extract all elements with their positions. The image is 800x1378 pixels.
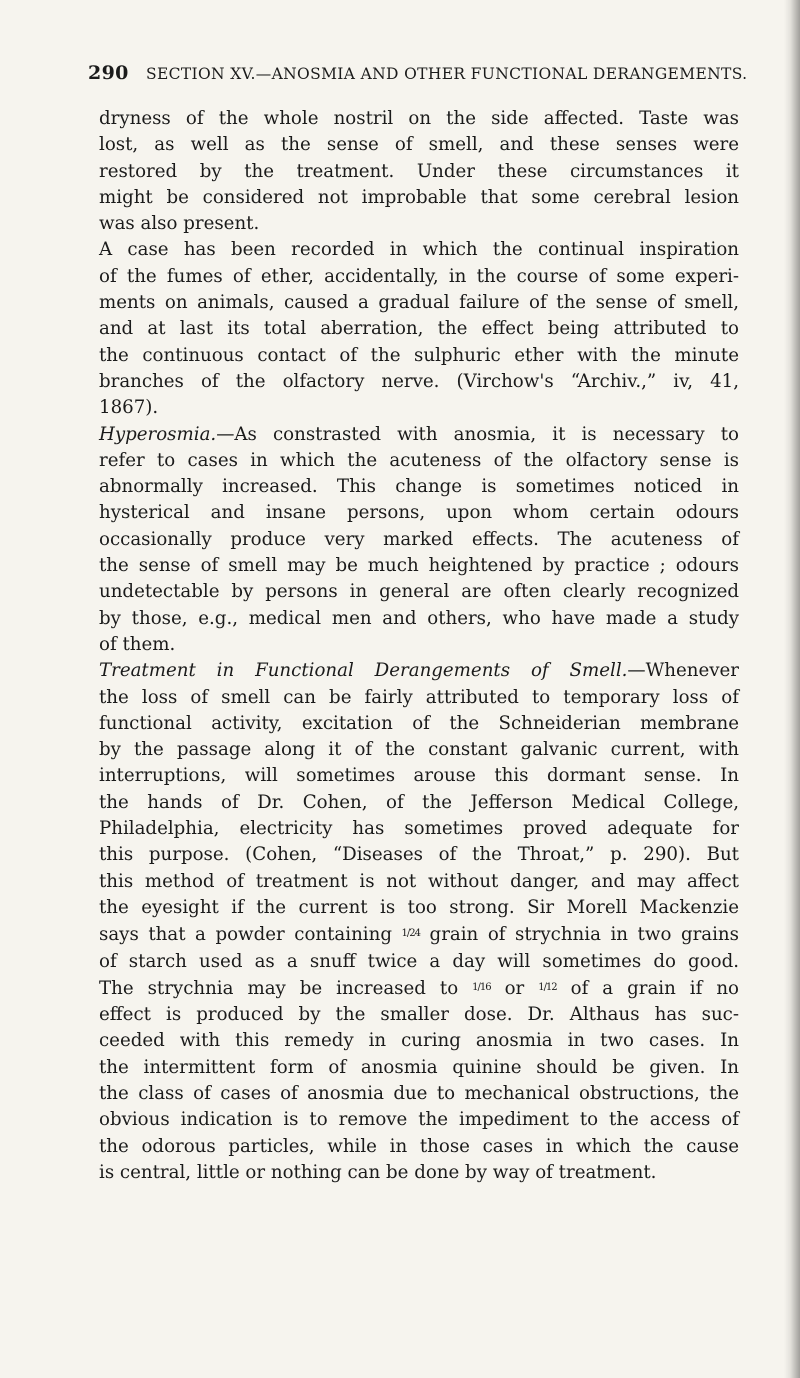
paragraph-treatment [99, 658, 739, 1186]
paragraph-hyperosmia [99, 422, 739, 659]
text-run: —As constrasted with anosmia, it is necessary to [216, 423, 739, 445]
text-line: might be considered not improbable that some cerebral lesion [99, 186, 739, 208]
text-line: occasionally produce very marked effects. The acuteness of [99, 528, 739, 550]
section-lead-hyperosmia: Hyperosmia. [99, 423, 217, 445]
text-line: the sense of smell may be much heightened by practice ; odours [99, 555, 739, 577]
running-title: SECTION XV.—ANOSMIA AND OTHER FUNCTIONAL DERANGEMENTS. [146, 65, 748, 83]
page-edge-shadow [784, 0, 800, 1378]
text-line: ceeded with this remedy in curing anosmia in two cases. In [99, 1030, 739, 1052]
text-line: obvious indication is to remove the impediment to the access of [99, 1109, 739, 1131]
text-line: the continuous contact of the sulphuric ether with the minute [99, 344, 739, 366]
text-line: Philadelphia, electricity has sometimes proved adequate for [99, 818, 739, 840]
text-line: by those, e.g., medical men and others, who have made a study [99, 607, 739, 629]
text-run: or [490, 977, 539, 999]
text-line: this purpose. (Cohen, “Diseases of the Throat,” p. 290). But [99, 844, 739, 866]
text-run: says that a powder containing [99, 924, 402, 946]
text-line: interruptions, will sometimes arouse this dormant sense. In [99, 765, 739, 787]
text-line: this method of treatment is not without danger, and may affect [99, 870, 739, 892]
text-line: hysterical and insane persons, upon whom certain odours [99, 502, 739, 524]
paragraph-1 [99, 106, 739, 237]
paragraph-2 [99, 237, 739, 421]
text-line [99, 921, 739, 948]
text-line: the intermittent form of anosmia quinine should be given. In [99, 1056, 739, 1078]
text-line: of the fumes of ether, accidentally, in the course of some experi- [99, 265, 739, 287]
text-run: The strychnia may be increased to [99, 977, 473, 999]
text-line [99, 422, 739, 448]
text-line: A case has been recorded in which the continual inspiration [99, 239, 739, 261]
section-lead-treatment: Treatment in Functional Derangements of Smell. [99, 660, 628, 682]
fraction: 1/16 [472, 981, 491, 993]
text-line: undetectable by persons in general are often clearly recognized [99, 581, 739, 603]
running-header [88, 62, 748, 84]
text-line: functional activity, excitation of the Schneiderian membrane [99, 712, 739, 734]
text-run: of a grain if no [556, 977, 739, 999]
text-line: branches of the olfactory nerve. (Virchow's “Archiv.,” iv, 41, [99, 370, 739, 392]
text-line: of starch used as a snuff twice a day will sometimes do good. [99, 950, 739, 972]
page-number: 290 [88, 62, 129, 84]
text-line: the class of cases of anosmia due to mechanical obstructions, the [99, 1082, 739, 1104]
text-line: is central, little or nothing can be done by way of treatment. [99, 1161, 657, 1183]
text-line: the odorous particles, while in those cases in which the cause [99, 1135, 739, 1157]
text-line: and at last its total aberration, the effect being attributed to [99, 318, 739, 340]
text-line: the eyesight if the current is too strong. Sir Morell Mackenzie [99, 896, 739, 918]
page-body [99, 106, 739, 1186]
text-line: 1867). [99, 397, 159, 419]
text-line: the hands of Dr. Cohen, of the Jefferson Medical College, [99, 791, 739, 813]
text-line: by the passage along it of the constant galvanic current, with [99, 739, 739, 761]
text-run: —Whenever [627, 660, 739, 682]
text-line [99, 975, 739, 1002]
text-line: restored by the treatment. Under these circumstances it [99, 160, 739, 182]
text-line: was also present. [99, 213, 260, 235]
text-line: refer to cases in which the acuteness of the olfactory sense is [99, 449, 739, 471]
fraction: 1/12 [538, 981, 557, 993]
text-line: of them. [99, 633, 176, 655]
fraction: 1/24 [401, 928, 420, 940]
text-line: ments on animals, caused a gradual failure of the sense of smell, [99, 292, 739, 314]
text-line: effect is produced by the smaller dose. Dr. Althaus has suc- [99, 1004, 739, 1026]
text-line [99, 658, 739, 684]
text-line: the loss of smell can be fairly attributed to temporary loss of [99, 686, 739, 708]
text-line: abnormally increased. This change is sometimes noticed in [99, 476, 739, 498]
text-line: lost, as well as the sense of smell, and these senses were [99, 134, 739, 156]
text-line: dryness of the whole nostril on the side affected. Taste was [99, 108, 739, 129]
text-run: grain of strychnia in two grains [420, 924, 739, 946]
